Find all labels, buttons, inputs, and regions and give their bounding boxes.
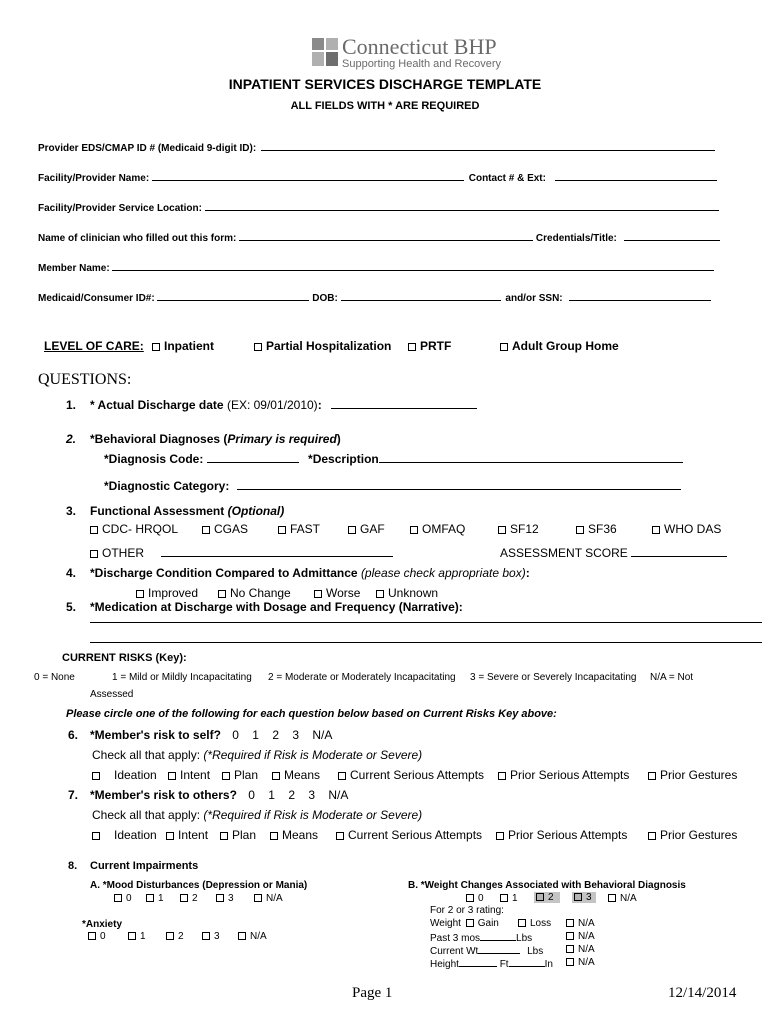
- q8a-opt-3[interactable]: 3: [216, 893, 234, 904]
- height-ft-field[interactable]: [459, 957, 497, 967]
- checkbox-icon[interactable]: [254, 343, 262, 351]
- q7-means[interactable]: Means: [270, 828, 318, 842]
- q2-category-row: *Diagnostic Category:: [104, 479, 681, 493]
- checkbox-icon[interactable]: [92, 772, 100, 780]
- q6-scale-3[interactable]: 3: [292, 728, 300, 742]
- q5-label: *Medication at Discharge with Dosage and Frequency (Narrative):: [90, 600, 463, 614]
- diagnostic-category-field[interactable]: [237, 479, 681, 490]
- fa-other-field[interactable]: [161, 546, 393, 557]
- contact-label: Contact # & Ext:: [468, 173, 546, 184]
- location-label: Facility/Provider Service Location:: [38, 203, 202, 214]
- fa-other[interactable]: OTHER: [90, 546, 393, 560]
- q7-scale-2[interactable]: 2: [288, 788, 295, 802]
- dob-label: DOB: [312, 293, 335, 304]
- q6-prior-attempts[interactable]: Prior Serious Attempts: [498, 768, 629, 782]
- facility-row: Facility/Provider Name: Contact # & Ext:: [38, 170, 717, 184]
- anxiety-opt-3[interactable]: 3: [202, 931, 220, 942]
- medication-line-1[interactable]: [90, 622, 762, 623]
- q4-label: *Discharge Condition Compared to Admittance (please check appropriate box):: [90, 566, 530, 580]
- fa-cdc-hrqol[interactable]: CDC- HRQOL: [90, 522, 178, 536]
- q6-plan[interactable]: Plan: [222, 768, 258, 782]
- provider-eds-row: [38, 140, 715, 154]
- q6-ideation[interactable]: Ideation: [92, 768, 157, 782]
- q8b-label: B. *Weight Changes Associated with Behavioral Diagnosis: [408, 880, 686, 891]
- checkbox-icon[interactable]: [314, 590, 322, 598]
- loss-option[interactable]: Loss: [518, 918, 551, 929]
- logo-tagline: Supporting Health and Recovery: [342, 58, 501, 70]
- facility-label: Facility/Provider Name: [38, 173, 146, 184]
- member-field[interactable]: [112, 260, 714, 271]
- q2-label: *Behavioral Diagnoses (Primary is required): [90, 432, 341, 446]
- checkbox-icon[interactable]: [146, 894, 154, 902]
- credentials-field[interactable]: [624, 230, 720, 241]
- credentials-label: Credentials/Title: [535, 233, 614, 244]
- weight-na-3[interactable]: N/A: [566, 944, 595, 955]
- risk-key-1: 1 = Mild or Mildly Incapacitating: [112, 672, 252, 683]
- member-row: [38, 260, 714, 274]
- past-field[interactable]: [480, 931, 516, 941]
- weight-na-2[interactable]: N/A: [566, 931, 595, 942]
- q8-label: Current Impairments: [90, 860, 199, 872]
- q6-scale-0[interactable]: 0: [232, 728, 239, 742]
- risks-heading: CURRENT RISKS (Key):: [62, 652, 187, 664]
- checkbox-icon[interactable]: [136, 590, 144, 598]
- q8a-opt-2[interactable]: 2: [180, 893, 198, 904]
- gain-checkbox-icon[interactable]: [466, 919, 474, 927]
- checkbox-icon[interactable]: [202, 526, 210, 534]
- q2-code-row: *Diagnosis Code: *Description: [104, 452, 683, 466]
- checkbox-icon[interactable]: [336, 832, 344, 840]
- checkbox-icon[interactable]: [166, 932, 174, 940]
- logo: [310, 36, 510, 72]
- q7-plan[interactable]: Plan: [220, 828, 256, 842]
- q6-row: *Member's risk to self? 0 1 2 3 N/A: [90, 728, 333, 742]
- medicaid-field[interactable]: [157, 290, 309, 301]
- assessment-score-field[interactable]: [631, 546, 727, 557]
- q4-worse[interactable]: Worse: [314, 586, 360, 600]
- checkbox-icon[interactable]: [576, 526, 584, 534]
- checkbox-icon[interactable]: [338, 772, 346, 780]
- checkbox-icon[interactable]: [278, 526, 286, 534]
- page-title: INPATIENT SERVICES DISCHARGE TEMPLATE: [228, 76, 542, 92]
- level-of-care-label: LEVEL OF CARE:: [44, 339, 144, 353]
- anxiety-opt-0[interactable]: 0: [88, 931, 106, 942]
- fa-sf36[interactable]: SF36: [576, 522, 617, 536]
- q2-number: 2.: [66, 432, 77, 446]
- risk-key-2: 2 = Moderate or Moderately Incapacitating: [268, 672, 456, 683]
- checkbox-icon[interactable]: [408, 343, 416, 351]
- checkbox-icon[interactable]: [496, 832, 504, 840]
- checkbox-icon[interactable]: [518, 919, 526, 927]
- checkbox-icon[interactable]: [254, 894, 262, 902]
- footer-date: 12/14/2014: [668, 985, 737, 1001]
- description-field[interactable]: [379, 452, 683, 463]
- q3-label: Functional Assessment (Optional): [90, 504, 285, 518]
- checkbox-icon[interactable]: [652, 526, 660, 534]
- q5-number: 5.: [66, 600, 77, 614]
- risk-key-0: 0 = None: [34, 672, 75, 683]
- checkbox-icon[interactable]: [238, 932, 246, 940]
- risks-instruction: Please circle one of the following for each question below based on Current Risks Key above:: [66, 708, 557, 720]
- q6-intent[interactable]: Intent: [168, 768, 210, 782]
- q6-scale-na[interactable]: N/A: [312, 728, 333, 742]
- loc-adult-group-home[interactable]: Adult Group Home: [500, 339, 619, 353]
- ssn-field[interactable]: [569, 290, 711, 301]
- weight-row: Weight Gain: [430, 918, 499, 929]
- discharge-date-field[interactable]: [331, 398, 477, 409]
- risk-key-3: 3 = Severe or Severely Incapacitating: [470, 672, 637, 683]
- questions-heading: QUESTIONS:: [38, 371, 132, 388]
- risk-key-cont: Assessed: [90, 689, 134, 700]
- fa-fast[interactable]: FAST: [278, 522, 320, 536]
- anxiety-opt-1[interactable]: 1: [128, 931, 146, 942]
- checkbox-icon[interactable]: [566, 932, 574, 940]
- checkbox-icon[interactable]: [648, 832, 656, 840]
- checkbox-icon[interactable]: [500, 343, 508, 351]
- ssn-label: and/or SSN:: [505, 293, 563, 304]
- q7-scale-na[interactable]: N/A: [328, 788, 349, 802]
- q6-number: 6.: [68, 728, 79, 742]
- logo-name: Connecticut BHP: [342, 34, 497, 59]
- checkbox-icon[interactable]: [500, 894, 508, 902]
- checkbox-icon[interactable]: [566, 945, 574, 953]
- anxiety-opt-2[interactable]: 2: [166, 931, 184, 942]
- anxiety-opt-na[interactable]: N/A: [238, 931, 267, 942]
- facility-field[interactable]: [152, 170, 464, 181]
- q6-means[interactable]: Means: [272, 768, 320, 782]
- q7-current-attempts[interactable]: Current Serious Attempts: [336, 828, 482, 842]
- checkbox-icon[interactable]: [608, 894, 616, 902]
- clinician-label: Name of clinician who filled out this form:: [38, 233, 237, 244]
- risk-key-4: N/A = Not: [650, 672, 694, 683]
- checkbox-icon[interactable]: [128, 932, 136, 940]
- q7-check-row: Check all that apply: (*Required if Risk is Moderate or Severe): [92, 808, 423, 822]
- provider-eds-label: Provider EDS/CMAP ID # (Medicaid 9-digit ID):: [38, 143, 257, 154]
- checkbox-icon[interactable]: [202, 932, 210, 940]
- checkbox-icon[interactable]: [648, 772, 656, 780]
- checkbox-icon[interactable]: [498, 526, 506, 534]
- loc-partial[interactable]: Partial Hospitalization: [254, 339, 391, 353]
- loc-prtf[interactable]: PRTF: [408, 339, 451, 353]
- q8b-opt-1[interactable]: 1: [500, 893, 518, 904]
- medicaid-row: Medicaid/Consumer ID#: DOB: and/or SSN:: [38, 290, 711, 304]
- clinician-field[interactable]: [239, 230, 533, 241]
- checkbox-icon[interactable]: [574, 893, 582, 901]
- medication-line-2[interactable]: [90, 642, 762, 643]
- q7-intent[interactable]: Intent: [166, 828, 208, 842]
- q8b-opt-2[interactable]: 2: [534, 892, 560, 903]
- q6-scale-1[interactable]: 1: [252, 728, 259, 742]
- fa-sf12[interactable]: SF12: [498, 522, 539, 536]
- checkbox-icon[interactable]: [410, 526, 418, 534]
- checkbox-icon[interactable]: [270, 832, 278, 840]
- checkbox-icon[interactable]: [90, 550, 98, 558]
- fa-gaf[interactable]: GAF: [348, 522, 385, 536]
- current-wt-field[interactable]: [478, 944, 520, 954]
- current-wt-row: Current Wt Lbs: [430, 946, 544, 957]
- checkbox-icon[interactable]: [168, 772, 176, 780]
- member-label: Member Name:: [38, 263, 110, 274]
- checkbox-icon[interactable]: [220, 832, 228, 840]
- q7-prior-gestures[interactable]: Prior Gestures: [648, 828, 737, 842]
- q7-scale-1[interactable]: 1: [268, 788, 275, 802]
- q4-improved[interactable]: Improved: [136, 586, 198, 600]
- checkbox-icon[interactable]: [566, 919, 574, 927]
- q4-number: 4.: [66, 566, 77, 580]
- checkbox-icon[interactable]: [536, 893, 544, 901]
- q3-number: 3.: [66, 504, 77, 518]
- q6-scale-2[interactable]: 2: [272, 728, 279, 742]
- q6-current-attempts[interactable]: Current Serious Attempts: [338, 768, 484, 782]
- q7-number: 7.: [68, 788, 79, 802]
- q6-check-row: Check all that apply: (*Required if Risk is Moderate or Severe): [92, 748, 423, 762]
- checkbox-icon[interactable]: [348, 526, 356, 534]
- height-row: Height Ft In: [430, 959, 553, 970]
- checkbox-icon[interactable]: [466, 894, 474, 902]
- checkbox-icon[interactable]: [90, 526, 98, 534]
- page-subtitle: ALL FIELDS WITH * ARE REQUIRED: [290, 100, 480, 112]
- q8a-opt-1[interactable]: 1: [146, 893, 164, 904]
- past-row: Past 3 mos Lbs: [430, 933, 533, 944]
- q8-number: 8.: [68, 860, 78, 872]
- q8a-label: A. *Mood Disturbances (Depression or Mania): [90, 880, 308, 891]
- checkbox-icon[interactable]: [222, 772, 230, 780]
- checkbox-icon[interactable]: [498, 772, 506, 780]
- weight-na-4[interactable]: N/A: [566, 957, 595, 968]
- checkbox-icon[interactable]: [166, 832, 174, 840]
- weight-na-1[interactable]: N/A: [566, 918, 595, 929]
- q7-ideation[interactable]: Ideation: [92, 828, 157, 842]
- q8a-opt-na[interactable]: N/A: [254, 893, 283, 904]
- q1-row: * Actual Discharge date (EX: 09/01/2010):: [90, 398, 477, 412]
- checkbox-icon[interactable]: [216, 894, 224, 902]
- checkbox-icon[interactable]: [376, 590, 384, 598]
- fa-omfaq[interactable]: OMFAQ: [410, 522, 465, 536]
- checkbox-icon[interactable]: [180, 894, 188, 902]
- contact-field[interactable]: [555, 170, 717, 181]
- q7-prior-attempts[interactable]: Prior Serious Attempts: [496, 828, 627, 842]
- q4-no-change[interactable]: No Change: [218, 586, 291, 600]
- q7-row: *Member's risk to others? 0 1 2 3 N/A: [90, 788, 349, 802]
- clinician-row: Name of clinician who filled out this form: Credentials/Title:: [38, 230, 720, 244]
- dob-field[interactable]: [341, 290, 501, 301]
- q8b-opt-3[interactable]: 3: [572, 892, 596, 903]
- q8a-opt-0[interactable]: 0: [114, 893, 132, 904]
- provider-eds-field[interactable]: [261, 140, 715, 151]
- diagnosis-code-field[interactable]: [207, 452, 299, 463]
- checkbox-icon[interactable]: [92, 832, 100, 840]
- logo-mark-icon: [310, 36, 340, 68]
- height-in-field[interactable]: [509, 957, 545, 967]
- location-row: [38, 200, 719, 214]
- fa-cgas[interactable]: CGAS: [202, 522, 248, 536]
- q7-scale-3[interactable]: 3: [308, 788, 316, 802]
- assessment-score-row: ASSESSMENT SCORE: [500, 546, 727, 560]
- page-number: Page 1: [352, 985, 393, 1001]
- fa-who-das[interactable]: WHO DAS: [652, 522, 721, 536]
- q8b-opt-na[interactable]: N/A: [608, 893, 637, 904]
- checkbox-icon[interactable]: [272, 772, 280, 780]
- q6-prior-gestures[interactable]: Prior Gestures: [648, 768, 737, 782]
- loc-inpatient[interactable]: Inpatient: [152, 339, 214, 353]
- q8b-opt-0[interactable]: 0: [466, 893, 484, 904]
- checkbox-icon[interactable]: [566, 958, 574, 966]
- q7-scale-0[interactable]: 0: [248, 788, 255, 802]
- medicaid-label: Medicaid/Consumer ID#:: [38, 293, 155, 304]
- q1-number: 1.: [66, 398, 77, 412]
- checkbox-icon[interactable]: [218, 590, 226, 598]
- checkbox-icon[interactable]: [152, 343, 160, 351]
- checkbox-icon[interactable]: [88, 932, 96, 940]
- location-field[interactable]: [205, 200, 719, 211]
- checkbox-icon[interactable]: [114, 894, 122, 902]
- q8b-note: For 2 or 3 rating:: [430, 905, 504, 916]
- anxiety-label: *Anxiety: [82, 919, 123, 930]
- q4-unknown[interactable]: Unknown: [376, 586, 438, 600]
